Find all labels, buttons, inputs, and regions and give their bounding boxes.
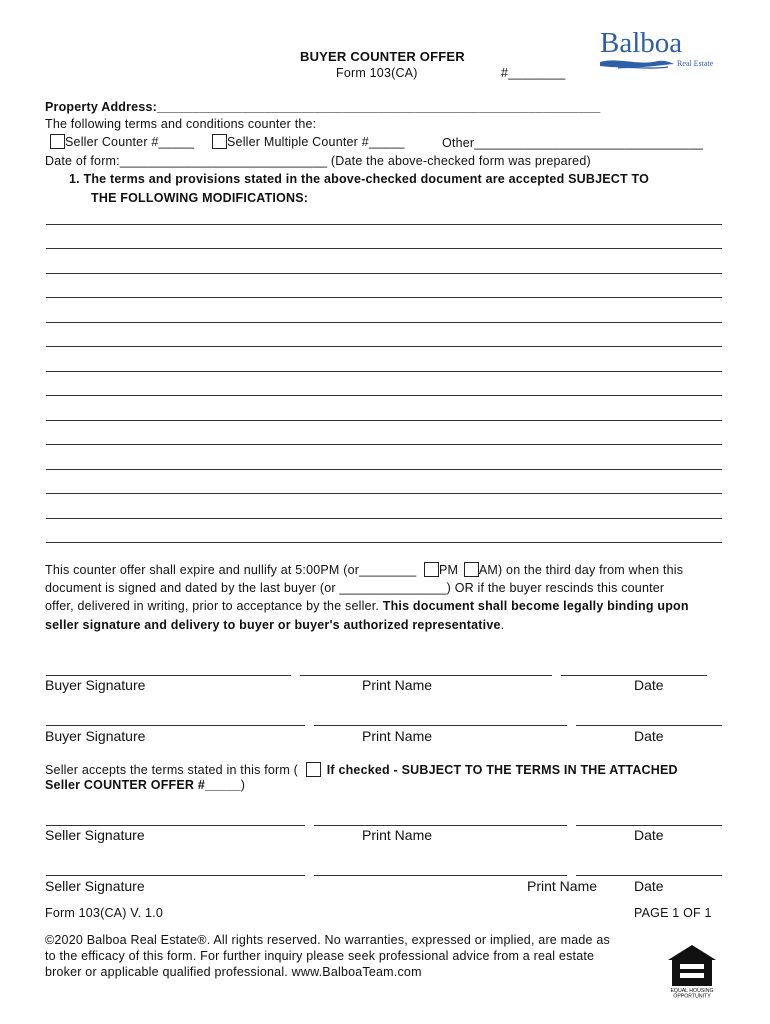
buyer-date-line[interactable] xyxy=(576,725,722,726)
modification-line[interactable] xyxy=(46,224,722,225)
pm-checkbox[interactable] xyxy=(424,562,439,577)
buyer-signature-label: Buyer Signature xyxy=(45,677,146,693)
expiry-text-b: AM) on the third day from when this xyxy=(478,563,684,577)
seller-multiple-counter-label: Seller Multiple Counter #_____ xyxy=(227,135,405,149)
buyer-signature-label: Buyer Signature xyxy=(45,728,146,744)
buyer-signature-line[interactable] xyxy=(46,725,305,726)
copyright-line2: to the efficacy of this form. For further inquiry please seek professional advice from a real estate xyxy=(45,949,595,963)
expiry-line4 xyxy=(45,618,504,632)
seller-signature-label: Seller Signature xyxy=(45,827,145,843)
modification-line[interactable] xyxy=(46,273,722,274)
logo-subtext: Real Estate xyxy=(677,59,714,68)
other-field[interactable]: Other________________________________ xyxy=(442,136,704,150)
seller-print-name-line[interactable] xyxy=(314,875,567,876)
binding-statement: This document shall become legally binding upon xyxy=(382,599,689,613)
seller-signature-label: Seller Signature xyxy=(45,878,145,894)
modification-line[interactable] xyxy=(46,248,722,249)
period: . xyxy=(500,618,505,632)
binding-statement-end: seller signature and delivery to buyer or buyer's authorized representative xyxy=(45,618,501,632)
modification-line[interactable] xyxy=(46,493,722,494)
expiry-line3 xyxy=(45,599,689,613)
property-address-field[interactable]: Property Address:______________________________________________________________ xyxy=(45,100,601,114)
section1-line2: THE FOLLOWING MODIFICATIONS: xyxy=(91,191,309,205)
seller-counter-label: Seller Counter #_____ xyxy=(65,135,195,149)
copyright-line1: ©2020 Balboa Real Estate®. All rights reserved. No warranties, expressed or implied, are made as xyxy=(45,933,610,947)
date-label: Date xyxy=(634,827,664,843)
print-name-label: Print Name xyxy=(362,827,433,843)
buyer-print-name-line[interactable] xyxy=(314,725,567,726)
modification-line[interactable] xyxy=(46,322,722,323)
seller-counter-option xyxy=(50,134,194,149)
date-of-form-field[interactable]: Date of form:_____________________________ (Date the above-checked form was prepared) xyxy=(45,154,591,168)
seller-counter-offer-number[interactable]: Seller COUNTER OFFER #_____ xyxy=(45,778,241,792)
seller-signature-line[interactable] xyxy=(46,825,305,826)
buyer-signature-line[interactable] xyxy=(46,675,291,676)
modification-line[interactable] xyxy=(46,542,722,543)
eho-line2: OPPORTUNITY xyxy=(673,993,711,998)
pm-label: PM xyxy=(439,563,459,577)
seller-accepts-line2 xyxy=(45,778,245,792)
modification-line[interactable] xyxy=(46,395,722,396)
date-label: Date xyxy=(634,677,664,693)
seller-accepts-line1 xyxy=(45,762,678,777)
print-name-label: Print Name xyxy=(527,878,598,894)
seller-multiple-counter-option xyxy=(212,134,405,149)
form-title: BUYER COUNTER OFFER xyxy=(300,49,465,64)
seller-date-line[interactable] xyxy=(576,825,722,826)
am-checkbox[interactable] xyxy=(464,562,479,577)
form-number-field[interactable]: #________ xyxy=(501,66,566,80)
seller-accepts-text: Seller accepts the terms stated in this form ( xyxy=(45,763,299,777)
print-name-label: Print Name xyxy=(362,677,433,693)
modification-line[interactable] xyxy=(46,518,722,519)
page-number: PAGE 1 OF 1 xyxy=(634,906,712,920)
modification-line[interactable] xyxy=(46,297,722,298)
seller-counter-checkbox[interactable] xyxy=(50,134,65,149)
seller-accepts-condition: If checked - SUBJECT TO THE TERMS IN THE ATTACHED xyxy=(326,763,678,777)
counter-intro-text: The following terms and conditions counter the: xyxy=(45,117,317,131)
date-label: Date xyxy=(634,728,664,744)
form-label: Form 103(CA) xyxy=(336,66,418,80)
modification-line[interactable] xyxy=(46,371,722,372)
equal-housing-icon xyxy=(664,942,720,998)
print-name-label: Print Name xyxy=(362,728,433,744)
modification-line[interactable] xyxy=(46,420,722,421)
form-version: Form 103(CA) V. 1.0 xyxy=(45,906,163,920)
date-label: Date xyxy=(634,878,664,894)
modification-line[interactable] xyxy=(46,469,722,470)
logo-wave-icon xyxy=(600,60,674,67)
buyer-date-line[interactable] xyxy=(561,675,707,676)
seller-date-line[interactable] xyxy=(576,875,722,876)
seller-print-name-line[interactable] xyxy=(314,825,567,826)
modification-line[interactable] xyxy=(46,444,722,445)
seller-signature-line[interactable] xyxy=(46,875,305,876)
balboa-logo xyxy=(598,26,726,74)
expiry-line1 xyxy=(45,562,683,577)
logo-text: Balboa xyxy=(600,27,683,59)
expiry-text-a: This counter offer shall expire and nullify at 5:00PM (or________ xyxy=(45,563,417,577)
expiry-line2: document is signed and dated by the last buyer (or _______________) OR if the buyer rescinds this counter xyxy=(45,581,665,595)
modification-line[interactable] xyxy=(46,346,722,347)
eho-line1: EQUAL HOUSING xyxy=(670,988,714,994)
closing-paren: ) xyxy=(240,778,246,792)
buyer-print-name-line[interactable] xyxy=(300,675,552,676)
expiry-line3-text: offer, delivered in writing, prior to acceptance by the seller. xyxy=(45,599,383,613)
copyright-line3: broker or applicable qualified professional. www.BalboaTeam.com xyxy=(45,965,422,979)
section1-line1: 1. The terms and provisions stated in the above-checked document are accepted SUBJECT TO xyxy=(69,172,650,186)
seller-multiple-counter-checkbox[interactable] xyxy=(212,134,227,149)
seller-accepts-checkbox[interactable] xyxy=(306,762,321,777)
